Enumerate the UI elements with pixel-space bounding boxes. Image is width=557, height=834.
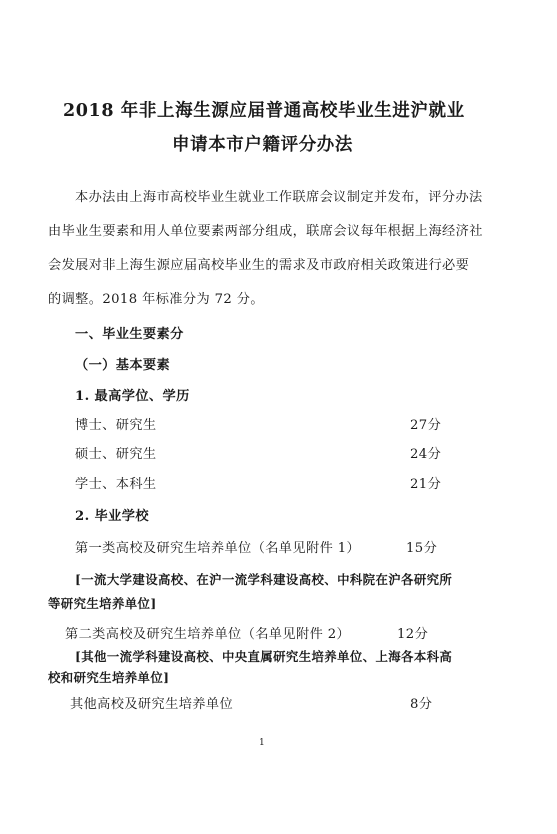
degree-row-score: 21分 — [410, 477, 442, 492]
intro-line-1: 本办法由上海市高校毕业生就业工作联席会议制定并发布，评分办法 — [75, 190, 483, 205]
school-row-label: 其他高校及研究生培养单位 — [70, 697, 234, 712]
degree-row-score: 27分 — [410, 418, 442, 433]
degree-row-label: 博士、研究生 — [75, 418, 157, 433]
school-row-label: 第二类高校及研究生培养单位（名单见附件 2） — [65, 627, 351, 642]
page-number: 1 — [259, 738, 265, 748]
degree-row-label: 硕士、研究生 — [75, 447, 157, 462]
school-row-note: 校和研究生培养单位] — [48, 670, 170, 685]
school-row-score: 15分 — [406, 541, 438, 556]
intro-line-4: 的调整。2018 年标准分为 72 分。 — [48, 292, 264, 307]
subsection-basic-factors: （一）基本要素 — [75, 358, 171, 373]
degree-row-score: 24分 — [410, 447, 442, 462]
school-row-note: [一流大学建设高校、在沪一流学科建设高校、中科院在沪各研究所 — [75, 572, 453, 587]
school-row-score: 12分 — [397, 627, 429, 642]
school-row-note: [其他一流学科建设高校、中央直属研究生培养单位、上海各本科高 — [75, 649, 453, 664]
degree-row-label: 学士、本科生 — [75, 477, 157, 492]
item-highest-degree: 1. 最高学位、学历 — [75, 389, 190, 404]
section-heading-graduate-factors: 一、毕业生要素分 — [75, 327, 184, 342]
school-row-label: 第一类高校及研究生培养单位（名单见附件 1） — [75, 541, 361, 556]
item-graduate-school: 2. 毕业学校 — [75, 509, 149, 524]
title-line-2: 申请本市户籍评分办法 — [172, 135, 353, 155]
school-row-note: 等研究生培养单位] — [48, 596, 157, 611]
title-line-1: 2018 年非上海生源应届普通高校毕业生进沪就业 — [63, 101, 465, 121]
school-row-score: 8分 — [410, 697, 433, 712]
intro-line-2: 由毕业生要素和用人单位要素两部分组成，联席会议每年根据上海经济社 — [48, 224, 483, 239]
intro-line-3: 会发展对非上海生源应届高校毕业生的需求及市政府相关政策进行必要 — [48, 258, 470, 273]
